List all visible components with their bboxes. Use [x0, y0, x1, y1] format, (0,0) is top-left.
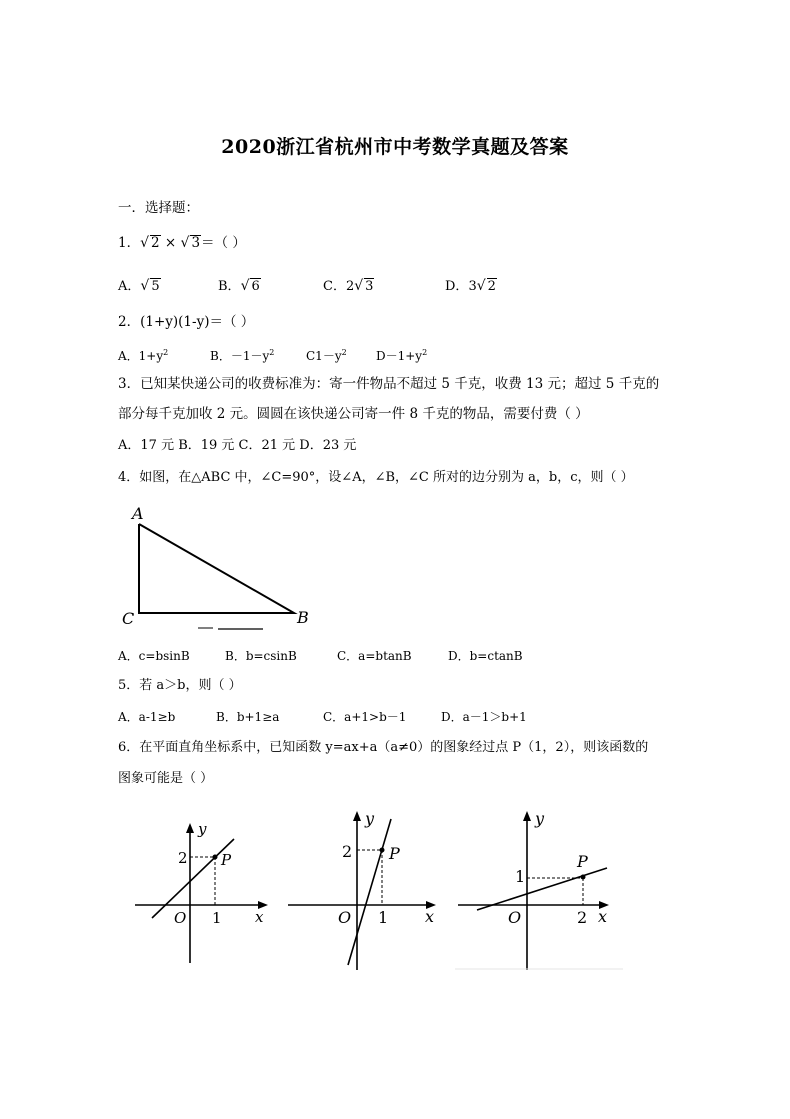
coefficient: 2 — [345, 279, 355, 294]
y-axis-arrow-icon — [353, 811, 361, 821]
graph-option-3 — [455, 802, 625, 972]
question-3-line-1: 3．已知某快递公司的收费标准为：寄一件物品不超过 5 千克，收费 13 元；超过 5 千克的 — [118, 376, 660, 392]
question-1-option-a — [118, 277, 161, 296]
vertex-label-a: A — [132, 504, 144, 523]
question-4-option-d: D．b=ctanB — [448, 649, 523, 663]
question-3-options: A．17 元 B．19 元 C．21 元 D．23 元 — [118, 438, 357, 453]
x-tick-label: 1 — [378, 908, 389, 927]
question-tail: ＝（ ） — [201, 235, 246, 251]
origin-label: O — [508, 908, 522, 927]
vertex-label-b: B — [297, 608, 309, 627]
question-3-line-2: 部分每千克加收 2 元。圆圆在该快递公司寄一件 8 千克的物品，需要付费（ ） — [118, 406, 589, 422]
x-label: x — [598, 907, 608, 926]
x-label: x — [425, 907, 435, 926]
question-1-option-b — [218, 277, 261, 296]
option-label: D． — [445, 279, 469, 294]
exponent: 2 — [341, 348, 347, 357]
radical-sign: √ — [140, 235, 150, 251]
radicand: 3 — [365, 279, 374, 294]
graph-option-2 — [285, 802, 440, 972]
y-axis-arrow-icon — [523, 811, 531, 821]
radicand: 2 — [151, 235, 160, 251]
point-p — [213, 855, 218, 860]
y-axis-arrow-icon — [186, 823, 194, 833]
triangle-figure — [118, 500, 318, 635]
question-2-option-d — [376, 344, 427, 365]
point-label: P — [577, 852, 588, 871]
point-label: P — [389, 844, 400, 863]
y-tick-label: 2 — [342, 842, 353, 861]
question-4-stem: 4．如图，在△ABC 中，∠C=90°，设∠A，∠B，∠C 所对的边分别为 a，b，c，则（ ） — [118, 470, 634, 485]
exponent: 2 — [163, 348, 169, 357]
question-4-option-a: A．c=bsinB — [118, 649, 190, 663]
radical-sign: √ — [476, 278, 486, 294]
question-5-option-a: A．a-1≥b — [118, 710, 176, 724]
x-tick-label: 1 — [212, 909, 222, 927]
coefficient: 3 — [468, 279, 477, 294]
question-1-option-d — [445, 277, 497, 296]
radicand: 2 — [487, 279, 496, 294]
option-text: B．－1－y — [210, 349, 270, 363]
vertex-label-c: C — [122, 609, 135, 628]
radical-sign: √ — [354, 278, 364, 294]
y-label: y — [365, 809, 375, 828]
graph-option-1 — [130, 810, 270, 970]
option-label: B． — [218, 279, 241, 294]
y-label: y — [535, 809, 545, 828]
option-text: A．1+y — [118, 349, 164, 363]
question-2-stem: 2．(1+y)(1-y)＝（ ） — [118, 314, 255, 330]
y-label: y — [198, 820, 207, 838]
radicand: 3 — [191, 235, 201, 251]
option-label: C． — [323, 279, 346, 294]
question-6-line-2: 图象可能是（ ） — [118, 771, 214, 786]
origin-label: O — [174, 909, 187, 927]
question-5-option-d: D．a－1＞b+1 — [441, 710, 527, 724]
page-title: 2020浙江省杭州市中考数学真题及答案 — [221, 136, 569, 158]
question-4-option-c: C．a=btanB — [337, 649, 412, 663]
option-text: D－1+y — [376, 349, 423, 363]
function-line — [477, 868, 607, 910]
question-number: 1． — [118, 235, 141, 251]
triangle-abc — [139, 524, 294, 613]
radicand: 5 — [151, 279, 160, 294]
option-text: C1－y — [306, 349, 342, 363]
section-heading: 一．选择题： — [118, 200, 199, 216]
point-label: P — [221, 851, 232, 869]
point-p — [380, 848, 385, 853]
radical-sign: √ — [180, 235, 190, 251]
x-tick-label: 2 — [577, 908, 588, 927]
question-6-line-1: 6．在平面直角坐标系中，已知函数 y=ax+a（a≠0）的图象经过点 P（1，2），则该函数的 — [118, 740, 649, 755]
question-1-stem — [118, 234, 246, 252]
question-2-option-b — [210, 344, 274, 365]
question-5-stem: 5．若 a＞b，则（ ） — [118, 678, 242, 693]
option-label: A． — [118, 279, 141, 294]
question-2-option-c — [306, 344, 347, 365]
origin-label: O — [338, 908, 352, 927]
question-5-option-b: B．b+1≥a — [216, 710, 280, 724]
x-label: x — [255, 908, 264, 926]
y-tick-label: 2 — [178, 849, 188, 867]
question-1-option-c — [323, 277, 374, 296]
exponent: 2 — [269, 348, 275, 357]
function-line — [348, 819, 391, 965]
radical-sign: √ — [240, 278, 250, 294]
y-tick-label: 1 — [515, 867, 526, 886]
question-4-option-b: B．b=csinB — [225, 649, 297, 663]
point-p — [581, 875, 586, 880]
times-sign: × — [160, 235, 181, 251]
exponent: 2 — [422, 348, 428, 357]
radical-sign: √ — [140, 278, 150, 294]
question-5-option-c: C．a+1>b－1 — [323, 710, 407, 724]
radicand: 6 — [251, 279, 260, 294]
question-2-option-a — [118, 344, 168, 365]
